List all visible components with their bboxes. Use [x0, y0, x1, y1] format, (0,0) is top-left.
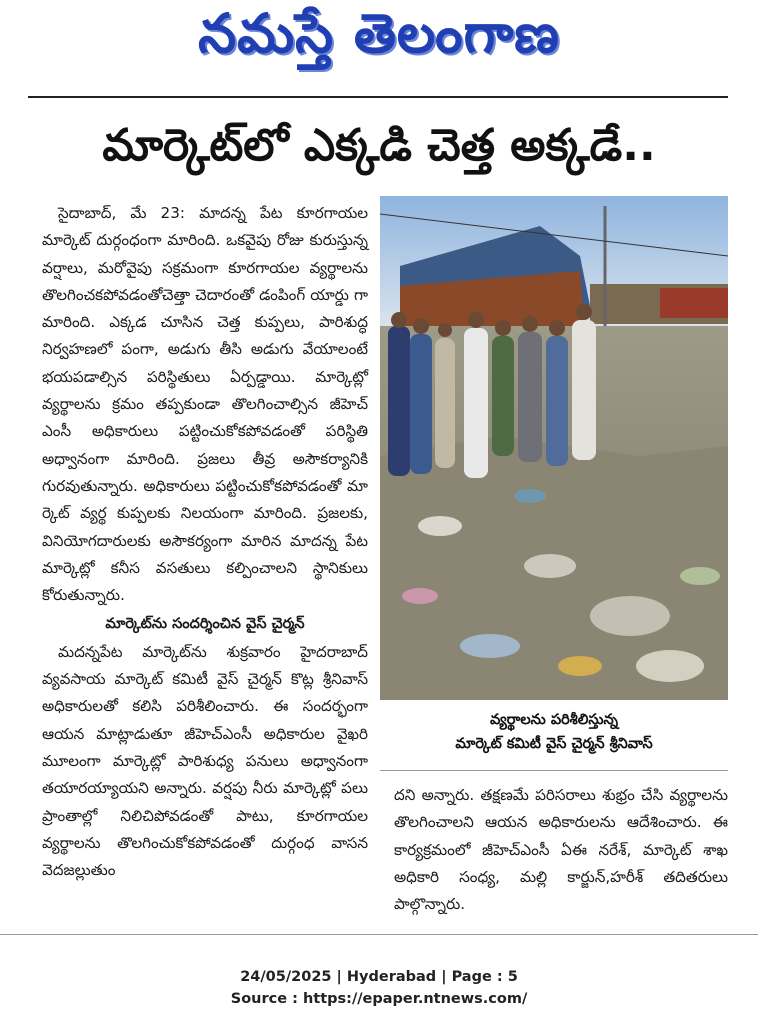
top-divider [28, 96, 728, 98]
article-body-right [394, 782, 728, 918]
article-paragraph: సైదాబాద్, మే 23: మాదన్న పేట కూరగాయల మార్కెట్ దుర్గంధంగా మారింది. ఒకవైపు రోజు కురుస్తున్న వర్షాలు, మరోవైపు సక్రమంగా కూరగాయల వ్యర్థాలను తొలగించకపోవడంతోచెత్తా చెదారంతో డంపింగ్ యార్డు గా మారింది. ఎక్కడ చూసిన చెత్త కుప్పలు, పారిశుద్ధ నిర్వహణలో పంగా, అడుగు తీసి అడుగు వేయాలంటే భయపడాల్సిన పరిస్థితులు ఏర్పడ్డాయి. మార్కెట్లో వ్యర్థాలను క్రమం తప్పకుండా తొలగించాల్సిన జీహెచ్ ఎంసీ అధికారులు పట్టించుకోకపోవడంతో పరిస్థితి అధ్వానంగా మారింది. ప్రజలు తీవ్ర అసౌకర్యానికి గురవుతున్నారు. అధికారులు పట్టించుకోకపోవడంతో మా ర్కెట్ వ్యర్థ కుప్పలకు నిలయంగా మారింది. ప్రజలకు, వినియోగదారులకు అసౌకర్యంగా మారిన మాదన్న పేట మార్కెట్లో కనీస వసతులు కల్పించాలని స్థానికులు కోరుతున్నారు. [42, 204, 368, 605]
article-headline: మార్కెట్‌లో ఎక్కడి చెత్త అక్కడే.. [102, 120, 656, 171]
photo-caption [380, 708, 728, 756]
photo-caption-line: వ్యర్థాలను పరిశీలిస్తున్న [489, 712, 619, 728]
article-subheading: మార్కెట్‌ను సందర్శించిన వైస్ చైర్మన్ [105, 616, 305, 633]
article-paragraph: మదన్నపేట మార్కెట్‌ను శుక్రవారం హైదరాబాద్ వ్యవసాయ మార్కెట్ కమిటీ వైస్ చైర్మన్ కొట్ల శ్రీనివాస్ అధికారులతో కలిసి పరిశీలించారు. ఈ సందర్భంగా ఆయన మాట్లాడుతూ జీహెచ్ఎంసీ అధికారుల వైఖరి మూలంగా మార్కెట్లో పారిశుధ్య పనులు అధ్వానంగా తయారయ్యాయని అన్నారు. వర్షపు నీరు మార్కెట్లో పలు ప్రాంతాల్లో నిలిచిపోవడంతో పాటు, కూరగాయల వ్యర్థాలను తొలగించుకోకపోవడంతో దుర్గంధ వాసన వెదజల్లుతుం [42, 642, 368, 880]
market-inspection-photo [380, 196, 728, 700]
edition-info: 24/05/2025 | Hyderabad | Page : 5 [240, 969, 518, 985]
article-photo [380, 196, 728, 700]
photo-caption-line: మార్కెట్ కమిటీ వైస్ చైర్మన్ శ్రీనివాస్ [455, 736, 653, 752]
bottom-divider [0, 934, 758, 935]
article-continuation: దని అన్నారు. తక్షణమే పరిసరాలు శుభ్రం చేసి వ్యర్థాలను తొలగించాలని ఆయన అధికారులను ఆదేశించారు. ఈ కార్యక్రమంలో జీహెచ్ఎంసీ ఏఈ నరేశ్, మార్కెట్ శాఖ అధికారి సంధ్య, మల్లి కార్జున్,హరీశ్ తదితరులు పాల్గొన్నారు. [394, 786, 728, 914]
article-body-left [42, 200, 368, 884]
caption-divider [380, 770, 728, 771]
page-footer [0, 966, 758, 1010]
masthead [0, 0, 758, 80]
newspaper-title: నమస్తే తెలంగాణ [198, 1, 560, 65]
source-link[interactable]: Source : https://epaper.ntnews.com/ [230, 991, 528, 1007]
